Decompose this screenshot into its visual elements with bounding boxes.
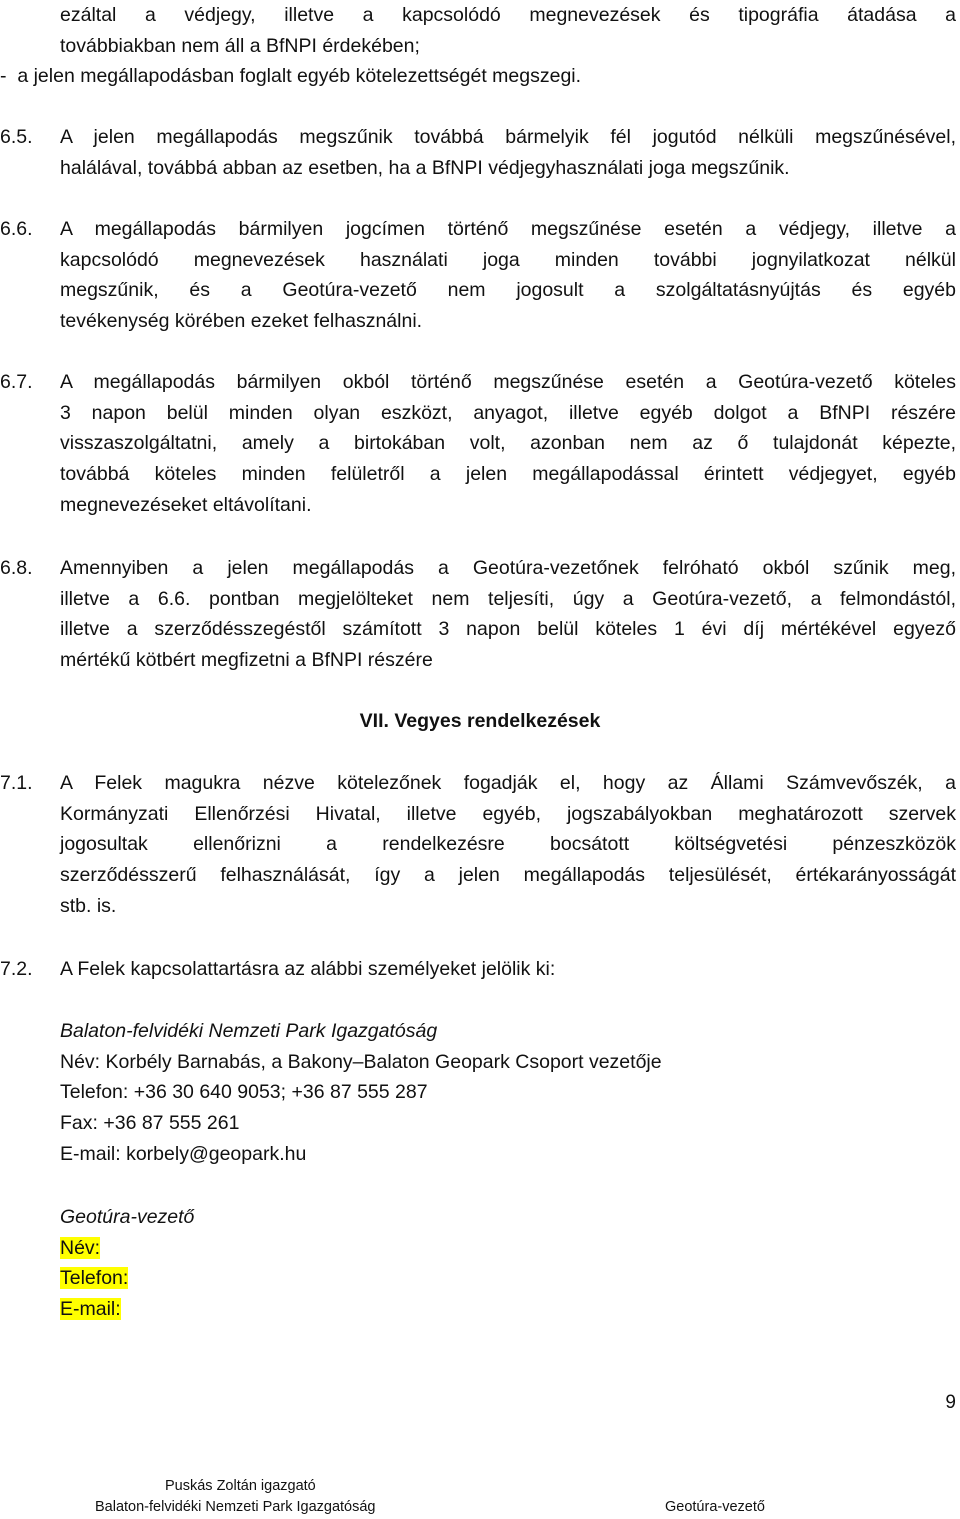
contact-guide — [60, 1202, 956, 1325]
paragraph-line: 3 napon belül minden olyan eszközt, anyagot, illetve egyéb dolgot a BfNPI részére — [60, 401, 956, 424]
paragraph-6-6 — [0, 214, 956, 337]
paragraph-line: megszűnik, és a Geotúra-vezető nem jogosult a szolgáltatásnyújtás és egyéb — [60, 279, 956, 302]
contact-phone-label: Telefon: — [60, 1267, 129, 1290]
continuation-line-2: továbbiakban nem áll a BfNPI érdekében; — [60, 34, 420, 57]
paragraph-line: stb. is. — [60, 894, 117, 917]
paragraph-line: szerződésszerű felhasználását, így a jelen megállapodás teljesülését, értékarányosságát — [60, 864, 956, 887]
paragraph-line: mértékű kötbért megfizetni a BfNPI részére — [60, 649, 433, 672]
paragraph-line: A megállapodás bármilyen okból történő megszűnése esetén a Geotúra-vezető köteles — [60, 371, 956, 393]
contact-fax: Fax: +36 87 555 261 — [60, 1112, 240, 1135]
page-number: 9 — [945, 1392, 956, 1413]
paragraph-line: Kormányzati Ellenőrzési Hivatal, illetve egyéb, jogszabályokban meghatározott szervek — [60, 802, 956, 825]
contact-name-label: Név: — [60, 1236, 101, 1259]
paragraph-7-1 — [0, 768, 956, 922]
dash-item-text: - a jelen megállapodásban foglalt egyéb kötelezettségét megszegi. — [0, 65, 582, 87]
paragraph-line: visszaszolgáltatni, amely a birtokában volt, azonban nem az ő tulajdonát képezte, — [60, 432, 956, 455]
paragraph-line: tevékenység körében ezeket felhasználni. — [60, 310, 423, 333]
paragraph-line: kapcsolódó megnevezések használati joga minden további jognyilatkozat nélkül — [60, 248, 956, 271]
contact-email-label: E-mail: — [60, 1298, 121, 1321]
paragraph-line: A Felek magukra nézve kötelezőnek fogadják el, hogy az Állami Számvevőszék, a — [60, 772, 956, 794]
paragraph-line: Amennyiben a jelen megállapodás a Geotúra-vezetőnek felróható okból szűnik meg, — [60, 557, 956, 579]
footer-signer-org: Balaton-felvidéki Nemzeti Park Igazgatóság — [95, 1499, 376, 1515]
continuation-text — [60, 0, 956, 61]
paragraph-number: 6.8. — [0, 557, 33, 579]
contact-email: E-mail: korbely@geopark.hu — [60, 1142, 307, 1165]
paragraph-line: A megállapodás bármilyen jogcímen történő megszűnése esetén a védjegy, illetve a — [60, 218, 956, 240]
contact-phone: Telefon: +36 30 640 9053; +36 87 555 287 — [60, 1081, 428, 1104]
paragraph-number: 6.6. — [0, 218, 33, 240]
contact-org: Geotúra-vezető — [60, 1206, 195, 1228]
paragraph-number: 7.2. — [0, 958, 33, 980]
paragraph-7-2 — [0, 954, 956, 985]
dash-item — [0, 61, 956, 92]
paragraph-line: illetve a 6.6. pontban megjelölteket nem teljesíti, úgy a Geotúra-vezető, a felmondástól, — [60, 587, 956, 610]
paragraph-number: 6.7. — [0, 371, 33, 393]
footer-guide: Geotúra-vezető — [665, 1499, 765, 1515]
continuation-line-1: ezáltal a védjegy, illetve a kapcsolódó megnevezések és tipográfia átadása a — [60, 4, 956, 26]
paragraph-6-8 — [0, 553, 956, 676]
paragraph-line: A jelen megállapodás megszűnik továbbá bármelyik fél jogutód nélküli megszűnésével, — [60, 126, 956, 148]
footer-signer-name: Puskás Zoltán igazgató — [165, 1478, 316, 1494]
section-heading: VII. Vegyes rendelkezések — [359, 710, 601, 732]
paragraph-line: illetve a szerződésszegéstől számított 3 napon belül köteles 1 évi díj mértékével egyező — [60, 618, 956, 641]
contact-org: Balaton-felvidéki Nemzeti Park Igazgatóság — [60, 1020, 438, 1042]
paragraph-line: halálával, továbbá abban az esetben, ha a BfNPI védjegyhasználati joga megszűnik. — [60, 156, 790, 179]
paragraph-number: 6.5. — [0, 126, 33, 148]
contact-bfnpi — [60, 1016, 956, 1169]
paragraph-6-5 — [0, 122, 956, 183]
paragraph-line: megnevezéseket eltávolítani. — [60, 493, 312, 516]
paragraph-line: A Felek kapcsolattartásra az alábbi személyeket jelölik ki: — [60, 958, 556, 980]
contact-name: Név: Korbély Barnabás, a Bakony–Balaton Geopark Csoport vezetője — [60, 1050, 662, 1073]
paragraph-line: jogosultak ellenőrizni a rendelkezésre bocsátott költségvetési pénzeszközök — [60, 833, 956, 856]
paragraph-line: továbbá köteles minden felületről a jelen megállapodással érintett védjegyet, egyéb — [60, 463, 956, 486]
paragraph-number: 7.1. — [0, 772, 33, 794]
paragraph-6-7 — [0, 367, 956, 521]
